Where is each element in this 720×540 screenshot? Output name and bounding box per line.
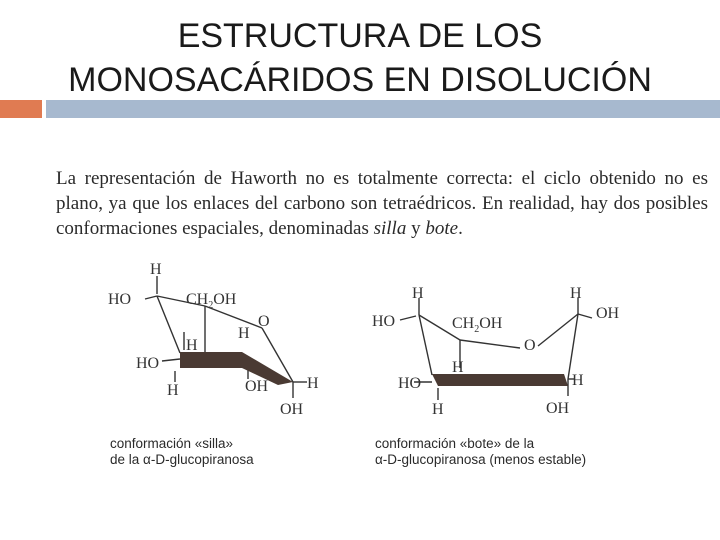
chair-ho-left: HO: [136, 355, 160, 372]
chair-caption-line-1: conformación «silla»: [110, 436, 234, 451]
boat-h-top-left: H: [412, 285, 424, 302]
boat-ho-left: HO: [372, 313, 396, 330]
chair-ring-base: [180, 352, 293, 385]
term-silla: silla: [373, 218, 407, 239]
intro-text-c: .: [458, 218, 463, 239]
intro-paragraph: [56, 166, 708, 241]
boat-oh-right: OH: [596, 305, 620, 322]
slide-title: [0, 14, 720, 102]
boat-h-right: H: [572, 372, 584, 389]
term-bote: bote: [425, 218, 459, 239]
chair-h-right: H: [307, 375, 319, 392]
header-rule: [46, 100, 720, 118]
chair-oh-mid: OH: [245, 378, 269, 395]
chair-ch2oh: $CH_2OH$: [186, 291, 237, 311]
boat-conformation-diagram: [370, 278, 632, 428]
boat-ho-bottom: HO: [398, 375, 422, 392]
chair-caption-line-2: de la α-D-glucopiranosa: [110, 452, 254, 467]
boat-caption-line-2: α-D-glucopiranosa (menos estable): [375, 452, 587, 467]
accent-block: [0, 100, 42, 118]
intro-text-a: La representación de Haworth no es totalmente correcta: el ciclo obtenido no es plano, ya que los enlaces del carbono son tetraédricos. En realidad, hay dos posibles conformaciones espaciales, denominadas: [56, 168, 708, 239]
boat-h-mid: H: [452, 359, 464, 376]
chair-oh-bottom: OH: [280, 401, 304, 418]
title-line-2: MONOSACÁRIDOS EN DISOLUCIÓN: [68, 61, 652, 99]
chair-ho-top: HO: [108, 291, 132, 308]
boat-caption-line-1: conformación «bote» de la: [375, 436, 535, 451]
boat-h-bottom: H: [432, 401, 444, 418]
chair-o-ring: O: [258, 313, 270, 330]
boat-oh-bottom: OH: [546, 400, 570, 417]
boat-caption: [375, 436, 586, 468]
chair-h-left: H: [186, 337, 198, 354]
boat-ch2oh: $CH_2OH$: [452, 315, 503, 335]
chair-h-mid: H: [238, 325, 250, 342]
intro-text-b: y: [406, 218, 426, 239]
chair-caption: [110, 436, 254, 468]
chair-h-bottom: H: [167, 382, 179, 399]
chair-conformation-diagram: [100, 258, 340, 426]
boat-h-top-right: H: [570, 285, 582, 302]
chair-h-top: H: [150, 261, 162, 278]
title-line-1: ESTRUCTURA DE LOS: [177, 17, 543, 55]
boat-o-ring: O: [524, 337, 536, 354]
